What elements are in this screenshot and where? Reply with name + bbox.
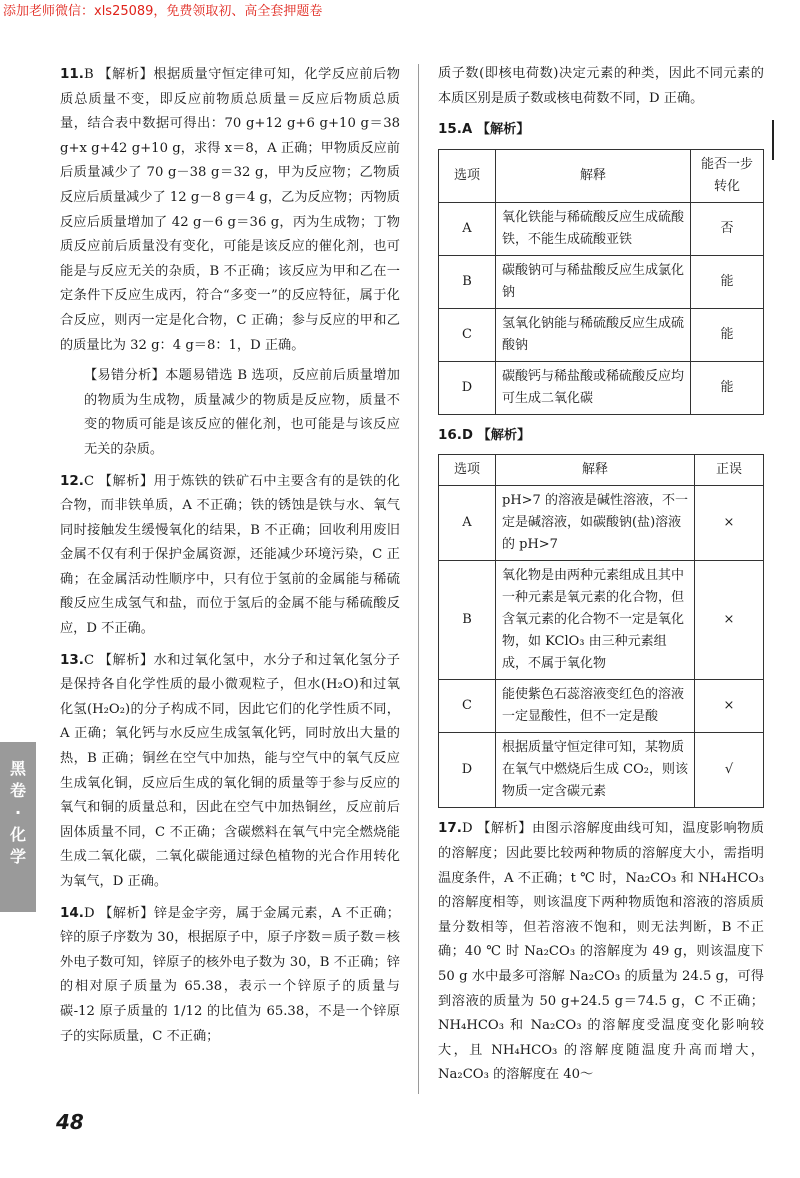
table-row	[439, 308, 764, 361]
answer-12	[60, 469, 400, 642]
table-cell: A	[439, 202, 496, 255]
question-number: 12.	[60, 472, 84, 489]
table-row	[439, 733, 764, 808]
question-number: 14.	[60, 904, 84, 921]
answer-13	[60, 648, 400, 895]
table-cell: B	[439, 561, 496, 680]
table-header-row	[439, 149, 764, 202]
table-cell: √	[695, 733, 764, 808]
table-cell: 根据质量守恒定律可知，某物质在氧气中燃烧后生成 CO₂，则该物质一定含碳元素	[496, 733, 695, 808]
table-cell: D	[439, 733, 496, 808]
page-number: 48	[56, 1110, 84, 1134]
answer-head: A 【解析】	[462, 122, 530, 138]
left-column	[60, 62, 400, 1055]
answer-head: D 【解析】	[462, 427, 531, 443]
table-row	[439, 255, 764, 308]
table-cell: ×	[695, 561, 764, 680]
answer-11	[60, 62, 400, 358]
edge-mark	[772, 120, 774, 160]
table-cell: 碳酸钙与稀盐酸或稀硫酸反应均可生成二氧化碳	[496, 361, 691, 414]
table-header-cell: 选项	[439, 455, 496, 486]
table-cell: C	[439, 680, 496, 733]
question-number: 11.	[60, 66, 84, 82]
table-cell: ×	[695, 680, 764, 733]
answer-16	[438, 423, 764, 449]
table-cell: 碳酸钠可与稀盐酸反应生成氯化钠	[496, 255, 691, 308]
answer-15-table	[438, 149, 764, 415]
table-header-cell: 正误	[695, 455, 764, 486]
answer-text: B 【解析】根据质量守恒定律可知，化学反应前后物质总质量不变，即反应前物质总质量＝反应后物质总质量，结合表中数据可得出：70 g+12 g+6 g+10 g＝38 g+x g+42 g+10 g，求得 x＝8，A 正确；甲物质反应前后质量减少了 70 g－38 g＝32 g，甲为反应物；乙物质反应后质量减少了 12 g－8 g＝4 g，乙为反应物；丙物质反应后质量增加了 42 g－6 g＝36 g，丙为生成物；丁物质反应前后质量没有变化，可能是该反应的催化剂，也可能是与反应无关的杂质，B 不正确；该反应为甲和乙在一定条件下反应生成丙，符合“多变一”的反应特征，属于化合反应，则丙一定是化合物，C 正确；参与反应的甲和乙的质量比为 32 g：4 g＝8：1，D 正确。	[60, 67, 400, 353]
question-number: 15.	[438, 121, 462, 138]
table-header-cell: 解释	[496, 149, 691, 202]
table-cell: 能	[691, 308, 764, 361]
answer-text: D 【解析】锌是金字旁，属于金属元素，A 不正确；锌的原子序数为 30，根据原子中，原子序数＝质子数＝核外电子数可知，锌原子的核外电子数为 30，B 不正确；锌的相对原子质量为 65.38，表示一个锌原子的质量与碳-12 原子质量的 1/12 的比值为 65.38，不是一个锌原子的实际质量，C 不正确；	[60, 905, 400, 1044]
promo-banner: 添加老师微信：xls25089，免费领取初、高全套押题卷	[0, 0, 373, 24]
table-row	[439, 486, 764, 561]
answer-14-continued: 质子数(即核电荷数)决定元素的种类，因此不同元素的本质区别是质子数或核电荷数不同，D 正确。	[438, 66, 764, 106]
table-header-row	[439, 455, 764, 486]
error-analysis-note: 【易错分析】本题易错选 B 选项，反应前后质量增加的物质为生成物，质量减少的物质是反应物，质量不变的物质可能是该反应的催化剂，也可能是与该反应无关的杂质。	[84, 368, 400, 457]
table-cell: 能	[691, 361, 764, 414]
table-row	[439, 361, 764, 414]
subject-side-tab	[0, 742, 36, 912]
table-row	[439, 202, 764, 255]
table-cell: 氧化物是由两种元素组成且其中一种元素是氧元素的化合物，但含氧元素的化合物不一定是氧化物，如 KClO₃ 由三种元素组成，不属于氧化物	[496, 561, 695, 680]
answer-16-table	[438, 454, 764, 808]
table-row	[439, 561, 764, 680]
table-cell: A	[439, 486, 496, 561]
table-cell: D	[439, 361, 496, 414]
table-header-cell: 解释	[496, 455, 695, 486]
table-row	[439, 680, 764, 733]
table-cell: ×	[695, 486, 764, 561]
table-header-cell: 选项	[439, 149, 496, 202]
side-tab-label: 黑卷·化学	[9, 759, 26, 866]
table-cell: B	[439, 255, 496, 308]
table-header-cell: 能否一步转化	[691, 149, 764, 202]
answer-text: C 【解析】用于炼铁的铁矿石中主要含有的是铁的化合物，而非铁单质，A 不正确；铁的锈蚀是铁与水、氧气同时接触发生缓慢氧化的结果，B 不正确；回收利用废旧金属不仅有利于保护金属资源，还能减少环境污染，C 正确；在金属活动性顺序中，只有位于氢前的金属能与稀硫酸反应生成氢气和盐，而位于氢后的金属不能与稀硫酸反应，D 不正确。	[60, 473, 400, 637]
column-divider	[418, 64, 419, 1094]
table-cell: pH>7 的溶液是碱性溶液，不一定是碱溶液，如碳酸钠(盐)溶液的 pH>7	[496, 486, 695, 561]
answer-17	[438, 816, 764, 1088]
question-number: 17.	[438, 820, 462, 837]
table-cell: 氧化铁能与稀硫酸反应生成硫酸铁，不能生成硫酸亚铁	[496, 202, 691, 255]
table-cell: C	[439, 308, 496, 361]
answer-14	[60, 901, 400, 1050]
table-cell: 能	[691, 255, 764, 308]
question-number: 13.	[60, 651, 84, 668]
answer-15	[438, 117, 764, 143]
table-cell: 能使紫色石蕊溶液变红色的溶液一定显酸性，但不一定是酸	[496, 680, 695, 733]
right-edge-strip	[772, 0, 800, 1178]
answer-text: D 【解析】由图示溶解度曲线可知，温度影响物质的溶解度；因此要比较两种物质的溶解度大小，需指明温度条件，A 不正确；t ℃ 时，Na₂CO₃ 和 NH₄HCO₃ 的溶解度相等，则该温度下两种物质饱和溶液的溶质质量分数相等，但若溶液不饱和，则无法判断，B 不正确；40 ℃ 时 Na₂CO₃ 的溶解度为 49 g，则该温度下 50 g 水中最多可溶解 Na₂CO₃ 的质量为 24.5 g，可得到溶液的质量为 50 g+24.5 g＝74.5 g，C 不正确；NH₄HCO₃ 和 Na₂CO₃ 的溶解度受温度变化影响较大，且 NH₄HCO₃ 的溶解度随温度升高而增大，Na₂CO₃ 的溶解度在 40～	[438, 821, 764, 1083]
right-column	[438, 62, 764, 1094]
table-cell: 否	[691, 202, 764, 255]
answer-text: C 【解析】水和过氧化氢中，水分子和过氧化氢分子是保持各自化学性质的最小微观粒子，但水(H₂O)和过氧化氢(H₂O₂)的分子构成不同，因此它们的化学性质不同，A 正确；氧化钙与水反应生成氢氧化钙，同时放出大量的热，B 正确；铜丝在空气中加热，能与空气中的氧气反应生成氧化铜，反应后生成的氧化铜的质量等于参与反应的氧气和铜的质量总和，因此在空气中加热铜丝，反应前后固体质量不同，C 不正确；含碳燃料在氧气中完全燃烧能生成二氧化碳，二氧化碳能通过绿色植物的光合作用转化为氧气，D 正确。	[60, 652, 400, 889]
table-cell: 氢氧化钠能与稀硫酸反应生成硫酸钠	[496, 308, 691, 361]
question-number: 16.	[438, 426, 462, 443]
